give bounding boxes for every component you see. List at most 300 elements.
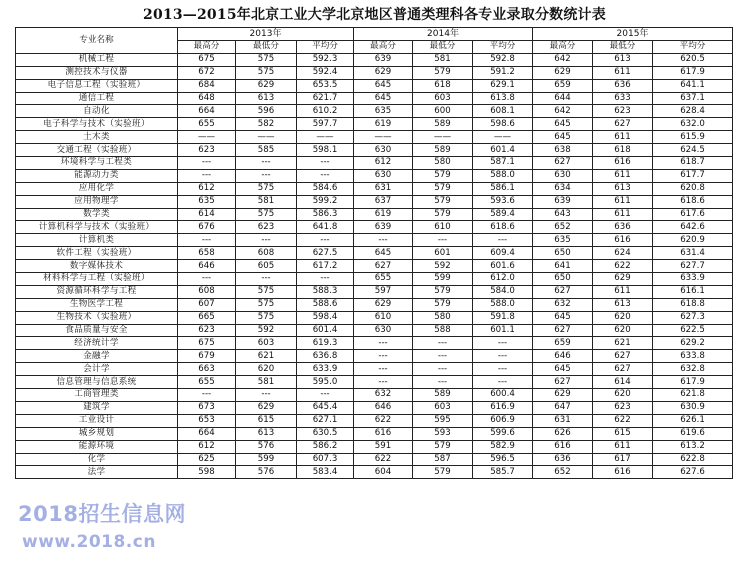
avg-2014-cell: 591.2 — [473, 66, 533, 79]
max-2015-cell: 650 — [533, 273, 593, 286]
max-2014-cell: 610 — [354, 311, 413, 324]
table-row — [16, 182, 733, 195]
max-2015-cell: 639 — [533, 195, 593, 208]
avg-2014-cell: 589.4 — [473, 208, 533, 221]
table-row — [16, 311, 733, 324]
min-2013-cell: —— — [236, 131, 297, 144]
max-2014-cell: 627 — [354, 260, 413, 273]
major-name-cell: 电子科学与技术（实验班） — [16, 118, 178, 131]
min-2013-cell: 605 — [236, 260, 297, 273]
avg-2015-cell: 642.6 — [653, 221, 733, 234]
avg-2014-cell: 599.6 — [473, 427, 533, 440]
min-2014-cell: --- — [413, 350, 473, 363]
table-row — [16, 350, 733, 363]
max-2013-cell: 612 — [178, 440, 236, 453]
major-name-cell: 通信工程 — [16, 92, 178, 105]
avg-2014-cell: --- — [473, 337, 533, 350]
min-2013-cell: 620 — [236, 363, 297, 376]
avg-2015-cell: 622.5 — [653, 324, 733, 337]
avg-2014-cell: 582.9 — [473, 440, 533, 453]
min-score-header: 最低分 — [236, 41, 297, 54]
table-row — [16, 414, 733, 427]
avg-2013-cell: 599.2 — [297, 195, 354, 208]
major-name-cell: 应用物理学 — [16, 195, 178, 208]
avg-2014-cell: 587.1 — [473, 157, 533, 170]
major-name-cell: 经济统计学 — [16, 337, 178, 350]
max-2015-cell: 629 — [533, 389, 593, 402]
min-2014-cell: 579 — [413, 195, 473, 208]
max-2014-cell: 619 — [354, 118, 413, 131]
min-2013-cell: 615 — [236, 414, 297, 427]
min-2014-cell: 589 — [413, 118, 473, 131]
max-2014-cell: 646 — [354, 401, 413, 414]
avg-2013-cell: 601.4 — [297, 324, 354, 337]
min-2014-cell: --- — [413, 376, 473, 389]
major-name-cell: 金融学 — [16, 350, 178, 363]
avg-2014-cell: 616.9 — [473, 401, 533, 414]
max-2015-cell: 659 — [533, 337, 593, 350]
max-2015-cell: 638 — [533, 144, 593, 157]
min-2013-cell: 585 — [236, 144, 297, 157]
table-row — [16, 401, 733, 414]
avg-2013-cell: 619.3 — [297, 337, 354, 350]
avg-2015-cell: 618.7 — [653, 157, 733, 170]
max-2013-cell: 623 — [178, 324, 236, 337]
min-2013-cell: 599 — [236, 453, 297, 466]
max-2013-cell: 625 — [178, 453, 236, 466]
min-2013-cell: 613 — [236, 92, 297, 105]
max-2014-cell: 631 — [354, 182, 413, 195]
max-2015-cell: 650 — [533, 247, 593, 260]
min-2013-cell: --- — [236, 389, 297, 402]
avg-2014-cell: 606.9 — [473, 414, 533, 427]
min-2014-cell: 587 — [413, 453, 473, 466]
avg-2013-cell: 584.6 — [297, 182, 354, 195]
max-score-header: 最高分 — [533, 41, 593, 54]
avg-2013-cell: 595.0 — [297, 376, 354, 389]
avg-2015-cell: 633.9 — [653, 273, 733, 286]
major-name-cell: 数学类 — [16, 208, 178, 221]
min-2013-cell: 575 — [236, 208, 297, 221]
avg-2015-cell: 637.1 — [653, 92, 733, 105]
avg-2015-cell: 617.9 — [653, 66, 733, 79]
year-header-2014: 2014年 — [354, 28, 533, 41]
avg-2013-cell: 592.4 — [297, 66, 354, 79]
min-2014-cell: --- — [413, 337, 473, 350]
max-2013-cell: 675 — [178, 53, 236, 66]
max-2014-cell: 630 — [354, 169, 413, 182]
table-row — [16, 53, 733, 66]
min-2015-cell: 620 — [593, 324, 653, 337]
avg-2014-cell: 608.1 — [473, 105, 533, 118]
min-2015-cell: 618 — [593, 144, 653, 157]
avg-2014-cell: 600.4 — [473, 389, 533, 402]
min-2014-cell: 600 — [413, 105, 473, 118]
avg-2013-cell: —— — [297, 131, 354, 144]
avg-2014-cell: --- — [473, 350, 533, 363]
max-2015-cell: 630 — [533, 169, 593, 182]
max-2014-cell: —— — [354, 131, 413, 144]
max-2013-cell: 672 — [178, 66, 236, 79]
avg-2014-cell: 601.4 — [473, 144, 533, 157]
table-row — [16, 144, 733, 157]
max-2015-cell: 644 — [533, 92, 593, 105]
avg-2013-cell: --- — [297, 389, 354, 402]
min-2013-cell: 581 — [236, 195, 297, 208]
min-2015-cell: 620 — [593, 311, 653, 324]
max-2015-cell: 626 — [533, 427, 593, 440]
avg-2013-cell: --- — [297, 273, 354, 286]
avg-2015-cell: 622.8 — [653, 453, 733, 466]
min-2014-cell: 579 — [413, 66, 473, 79]
table-row — [16, 105, 733, 118]
min-2014-cell: 580 — [413, 157, 473, 170]
min-2013-cell: 621 — [236, 350, 297, 363]
min-2015-cell: 613 — [593, 298, 653, 311]
min-2014-cell: 580 — [413, 311, 473, 324]
avg-2015-cell: 620.9 — [653, 234, 733, 247]
min-2015-cell: 613 — [593, 53, 653, 66]
min-2015-cell: 611 — [593, 195, 653, 208]
max-2015-cell: 627 — [533, 285, 593, 298]
page-title: 2013—2015年北京工业大学北京地区普通类理科各专业录取分数统计表 — [143, 7, 606, 23]
min-2015-cell: 611 — [593, 169, 653, 182]
max-2015-cell: 642 — [533, 53, 593, 66]
major-name-cell: 化学 — [16, 453, 178, 466]
min-2013-cell: 603 — [236, 337, 297, 350]
max-2014-cell: 604 — [354, 466, 413, 479]
min-2014-cell: 579 — [413, 182, 473, 195]
avg-2014-cell: 584.0 — [473, 285, 533, 298]
max-2013-cell: 653 — [178, 414, 236, 427]
avg-2015-cell: 627.7 — [653, 260, 733, 273]
max-2014-cell: 630 — [354, 144, 413, 157]
avg-2015-cell: 629.2 — [653, 337, 733, 350]
max-2013-cell: 612 — [178, 182, 236, 195]
min-2013-cell: 575 — [236, 285, 297, 298]
min-score-header: 最低分 — [413, 41, 473, 54]
table-row — [16, 466, 733, 479]
avg-2015-cell: 624.5 — [653, 144, 733, 157]
table-row — [16, 118, 733, 131]
min-2013-cell: 608 — [236, 247, 297, 260]
avg-2014-cell: 601.1 — [473, 324, 533, 337]
min-2015-cell: 611 — [593, 66, 653, 79]
min-2015-cell: 624 — [593, 247, 653, 260]
max-2013-cell: 673 — [178, 401, 236, 414]
major-name-cell: 能源动力类 — [16, 169, 178, 182]
avg-2015-cell: 617.9 — [653, 376, 733, 389]
table-row — [16, 324, 733, 337]
min-2015-cell: 621 — [593, 337, 653, 350]
max-2013-cell: 663 — [178, 363, 236, 376]
min-2014-cell: 579 — [413, 466, 473, 479]
table-row — [16, 376, 733, 389]
table-row — [16, 234, 733, 247]
avg-2015-cell: 632.8 — [653, 363, 733, 376]
min-2014-cell: 595 — [413, 414, 473, 427]
table-row — [16, 66, 733, 79]
table-row — [16, 273, 733, 286]
avg-2013-cell: 633.9 — [297, 363, 354, 376]
avg-2013-cell: 588.6 — [297, 298, 354, 311]
avg-2015-cell: 617.6 — [653, 208, 733, 221]
min-2013-cell: 576 — [236, 466, 297, 479]
max-2013-cell: 646 — [178, 260, 236, 273]
avg-2014-cell: --- — [473, 234, 533, 247]
avg-2015-cell: 626.1 — [653, 414, 733, 427]
max-2014-cell: 655 — [354, 273, 413, 286]
max-2013-cell: 598 — [178, 466, 236, 479]
avg-2014-cell: 586.1 — [473, 182, 533, 195]
avg-score-header: 平均分 — [297, 41, 354, 54]
min-2014-cell: 588 — [413, 324, 473, 337]
max-2015-cell: 652 — [533, 466, 593, 479]
max-score-header: 最高分 — [178, 41, 236, 54]
table-row — [16, 157, 733, 170]
max-2014-cell: 622 — [354, 414, 413, 427]
avg-2014-cell: 612.0 — [473, 273, 533, 286]
avg-2013-cell: 641.8 — [297, 221, 354, 234]
min-2015-cell: 623 — [593, 401, 653, 414]
table-row — [16, 298, 733, 311]
avg-2014-cell: 588.0 — [473, 298, 533, 311]
max-2014-cell: 645 — [354, 247, 413, 260]
max-2014-cell: 619 — [354, 208, 413, 221]
max-score-header: 最高分 — [354, 41, 413, 54]
avg-2013-cell: 588.3 — [297, 285, 354, 298]
max-2014-cell: 632 — [354, 389, 413, 402]
avg-2014-cell: —— — [473, 131, 533, 144]
min-2014-cell: --- — [413, 363, 473, 376]
avg-2015-cell: 615.9 — [653, 131, 733, 144]
max-2014-cell: 630 — [354, 324, 413, 337]
avg-score-header: 平均分 — [473, 41, 533, 54]
max-2013-cell: --- — [178, 234, 236, 247]
major-name-cell: 能源环境 — [16, 440, 178, 453]
max-2014-cell: 616 — [354, 427, 413, 440]
min-2014-cell: 599 — [413, 273, 473, 286]
min-2014-cell: 579 — [413, 440, 473, 453]
avg-2015-cell: 617.7 — [653, 169, 733, 182]
min-2015-cell: 611 — [593, 440, 653, 453]
avg-2013-cell: 653.5 — [297, 79, 354, 92]
major-name-cell: 会计学 — [16, 363, 178, 376]
min-2015-cell: 613 — [593, 182, 653, 195]
min-2015-cell: 614 — [593, 376, 653, 389]
avg-2014-cell: --- — [473, 376, 533, 389]
year-header-2013: 2013年 — [178, 28, 354, 41]
max-2015-cell: 642 — [533, 105, 593, 118]
min-2013-cell: 575 — [236, 182, 297, 195]
min-2013-cell: 592 — [236, 324, 297, 337]
max-2013-cell: --- — [178, 273, 236, 286]
min-2015-cell: 616 — [593, 466, 653, 479]
avg-2013-cell: 621.7 — [297, 92, 354, 105]
avg-2013-cell: 610.2 — [297, 105, 354, 118]
max-2013-cell: 655 — [178, 376, 236, 389]
min-2015-cell: 616 — [593, 157, 653, 170]
avg-2013-cell: 617.2 — [297, 260, 354, 273]
major-name-cell: 法学 — [16, 466, 178, 479]
min-2013-cell: 582 — [236, 118, 297, 131]
max-2013-cell: 684 — [178, 79, 236, 92]
max-2015-cell: 629 — [533, 66, 593, 79]
avg-2014-cell: 613.8 — [473, 92, 533, 105]
min-2013-cell: 575 — [236, 298, 297, 311]
table-row — [16, 92, 733, 105]
table-body — [16, 53, 733, 478]
min-2015-cell: 633 — [593, 92, 653, 105]
min-2014-cell: 589 — [413, 144, 473, 157]
max-2013-cell: --- — [178, 389, 236, 402]
major-name-cell: 土木类 — [16, 131, 178, 144]
table-row — [16, 260, 733, 273]
max-2013-cell: 608 — [178, 285, 236, 298]
major-name-cell: 工商管理类 — [16, 389, 178, 402]
max-2014-cell: --- — [354, 350, 413, 363]
major-name-cell: 信息管理与信息系统 — [16, 376, 178, 389]
min-2015-cell: 627 — [593, 363, 653, 376]
year-header-2015: 2015年 — [533, 28, 733, 41]
max-2014-cell: --- — [354, 363, 413, 376]
avg-2015-cell: 620.8 — [653, 182, 733, 195]
table-row — [16, 337, 733, 350]
min-2013-cell: 575 — [236, 311, 297, 324]
min-score-header: 最低分 — [593, 41, 653, 54]
avg-2014-cell: 593.6 — [473, 195, 533, 208]
max-2015-cell: 652 — [533, 221, 593, 234]
min-2015-cell: 627 — [593, 118, 653, 131]
avg-2015-cell: 619.6 — [653, 427, 733, 440]
major-name-cell: 材料科学与工程（实验班） — [16, 273, 178, 286]
max-2013-cell: 607 — [178, 298, 236, 311]
min-2015-cell: 611 — [593, 131, 653, 144]
avg-2014-cell: 591.8 — [473, 311, 533, 324]
avg-2015-cell: 613.2 — [653, 440, 733, 453]
major-name-cell: 应用化学 — [16, 182, 178, 195]
max-2015-cell: 616 — [533, 440, 593, 453]
max-2015-cell: 631 — [533, 414, 593, 427]
max-2015-cell: 627 — [533, 157, 593, 170]
max-2014-cell: 591 — [354, 440, 413, 453]
min-2013-cell: 576 — [236, 440, 297, 453]
min-2013-cell: 623 — [236, 221, 297, 234]
max-2015-cell: 634 — [533, 182, 593, 195]
min-2015-cell: 622 — [593, 260, 653, 273]
max-2015-cell: 627 — [533, 324, 593, 337]
table-row — [16, 427, 733, 440]
min-2015-cell: 636 — [593, 221, 653, 234]
min-2014-cell: —— — [413, 131, 473, 144]
min-2014-cell: 601 — [413, 247, 473, 260]
max-2015-cell: 647 — [533, 401, 593, 414]
major-column-header: 专业名称 — [16, 28, 178, 54]
max-2013-cell: --- — [178, 169, 236, 182]
min-2013-cell: 575 — [236, 53, 297, 66]
max-2014-cell: 622 — [354, 453, 413, 466]
major-name-cell: 计算机类 — [16, 234, 178, 247]
table-row — [16, 208, 733, 221]
major-name-cell: 建筑学 — [16, 401, 178, 414]
min-2013-cell: --- — [236, 169, 297, 182]
avg-2013-cell: --- — [297, 157, 354, 170]
max-2015-cell: 645 — [533, 311, 593, 324]
avg-2014-cell: 585.7 — [473, 466, 533, 479]
max-2014-cell: 629 — [354, 66, 413, 79]
max-2014-cell: 645 — [354, 79, 413, 92]
max-2013-cell: 655 — [178, 118, 236, 131]
max-2014-cell: --- — [354, 376, 413, 389]
table-row — [16, 221, 733, 234]
min-2013-cell: 575 — [236, 66, 297, 79]
max-2015-cell: 646 — [533, 350, 593, 363]
max-2014-cell: 639 — [354, 221, 413, 234]
max-2014-cell: 629 — [354, 298, 413, 311]
min-2015-cell: 623 — [593, 105, 653, 118]
min-2015-cell: 622 — [593, 414, 653, 427]
watermark-site-name: 2018招生信息网 — [18, 502, 186, 526]
avg-2015-cell: 630.9 — [653, 401, 733, 414]
avg-2013-cell: 586.2 — [297, 440, 354, 453]
avg-2015-cell: 627.3 — [653, 311, 733, 324]
min-2014-cell: --- — [413, 234, 473, 247]
min-2014-cell: 603 — [413, 401, 473, 414]
max-2014-cell: 639 — [354, 53, 413, 66]
max-2013-cell: 664 — [178, 427, 236, 440]
min-2015-cell: 616 — [593, 234, 653, 247]
min-2013-cell: --- — [236, 273, 297, 286]
avg-2013-cell: 598.4 — [297, 311, 354, 324]
major-name-cell: 城乡规划 — [16, 427, 178, 440]
avg-2014-cell: 592.8 — [473, 53, 533, 66]
avg-2013-cell: 598.1 — [297, 144, 354, 157]
max-2014-cell: --- — [354, 234, 413, 247]
min-2015-cell: 617 — [593, 453, 653, 466]
major-name-cell: 环境科学与工程类 — [16, 157, 178, 170]
table-row — [16, 440, 733, 453]
min-2014-cell: 610 — [413, 221, 473, 234]
avg-2013-cell: 592.3 — [297, 53, 354, 66]
min-2014-cell: 618 — [413, 79, 473, 92]
min-2015-cell: 611 — [593, 285, 653, 298]
max-2013-cell: 614 — [178, 208, 236, 221]
max-2014-cell: 635 — [354, 105, 413, 118]
min-2013-cell: 629 — [236, 401, 297, 414]
avg-2014-cell: 609.4 — [473, 247, 533, 260]
min-2014-cell: 603 — [413, 92, 473, 105]
max-2015-cell: 643 — [533, 208, 593, 221]
avg-2013-cell: 583.4 — [297, 466, 354, 479]
min-2014-cell: 593 — [413, 427, 473, 440]
avg-2014-cell: 596.5 — [473, 453, 533, 466]
table-row — [16, 131, 733, 144]
max-2013-cell: 664 — [178, 105, 236, 118]
min-2013-cell: 629 — [236, 79, 297, 92]
min-2014-cell: 579 — [413, 285, 473, 298]
avg-2015-cell: 618.8 — [653, 298, 733, 311]
avg-score-header: 平均分 — [653, 41, 733, 54]
max-2013-cell: 623 — [178, 144, 236, 157]
major-name-cell: 电子信息工程（实验班） — [16, 79, 178, 92]
min-2014-cell: 581 — [413, 53, 473, 66]
max-2014-cell: 612 — [354, 157, 413, 170]
avg-2015-cell: 628.4 — [653, 105, 733, 118]
admission-score-table — [15, 27, 733, 479]
avg-2014-cell: 601.6 — [473, 260, 533, 273]
avg-2014-cell: 618.6 — [473, 221, 533, 234]
min-2015-cell: 636 — [593, 79, 653, 92]
